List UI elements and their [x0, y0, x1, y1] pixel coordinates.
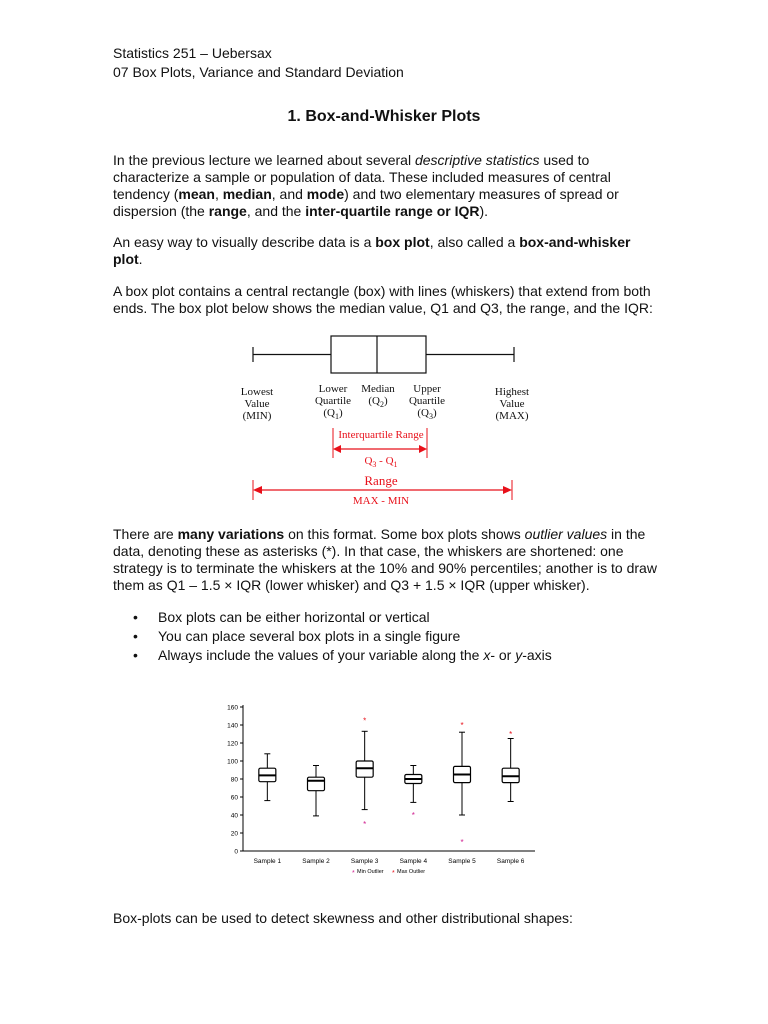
- range-formula: MAX - MIN: [352, 495, 410, 507]
- section-title: 1. Box-and-Whisker Plots: [287, 108, 481, 125]
- y-tick-label: 160: [227, 704, 238, 712]
- intro-paragraph: In the previous lecture we learned about several descriptive statistics used to characterize a sample or population of data. These included measures of central tendency (mean, median, and mode) and two elementary measures of spread or dispersion (the range, and the inter-quartile range or IQR).: [113, 152, 619, 219]
- y-tick-label: 100: [227, 758, 238, 766]
- legend-max-marker: *: [392, 870, 395, 877]
- lowest-label-1: Lowest: [240, 386, 274, 398]
- max-outlier: *: [363, 716, 367, 726]
- y-tick-label: 20: [230, 830, 238, 838]
- x-tick-label: Sample 5: [448, 858, 476, 865]
- list-item: • Box plots can be either horizontal or vertical: [133, 609, 430, 625]
- legend-min-label: Min Outlier: [357, 869, 384, 875]
- x-tick-label: Sample 4: [399, 858, 428, 865]
- list-item: • Always include the values of your variable along the x- or y-axis: [133, 647, 552, 663]
- y-tick-label: 80: [230, 776, 238, 784]
- max-outlier: *: [460, 721, 464, 730]
- tips-list: [133, 608, 653, 665]
- min-outlier: *: [363, 820, 367, 829]
- median-label-2: $(Q_2)$: [368, 395, 388, 409]
- course-header: Statistics 251 – Uebersax: [113, 45, 272, 61]
- lowest-label-3: (MIN): [242, 410, 272, 422]
- legend-max-label: Max Outlier: [397, 869, 426, 875]
- lower-quartile-label-2: Quartile: [314, 395, 352, 407]
- range-label: Range: [364, 473, 398, 488]
- iqr-arrow-left: [333, 445, 341, 453]
- range-arrow-right: [503, 486, 512, 494]
- y-tick-label: 120: [227, 740, 238, 748]
- lecture-header: 07 Box Plots, Variance and Standard Deviation: [113, 64, 404, 80]
- highest-label-2: Value: [499, 398, 525, 410]
- iqr-box: [331, 336, 426, 373]
- iqr-formula: $Q_3 - Q_1$: [364, 455, 398, 469]
- bullet-icon: •: [133, 647, 138, 663]
- range-arrow-left: [253, 486, 262, 494]
- max-outlier: *: [509, 730, 513, 739]
- legend-min-marker: *: [352, 870, 355, 877]
- lower-quartile-label-1: Lower: [318, 383, 348, 395]
- x-tick-label: Sample 6: [496, 858, 525, 865]
- upper-quartile-label-3: $(Q_3)$: [417, 407, 437, 421]
- skewness-paragraph: Box-plots can be used to detect skewness and other distributional shapes:: [113, 910, 573, 926]
- bullet-icon: •: [133, 628, 138, 644]
- x-tick-label: Sample 1: [253, 858, 282, 865]
- box-plot-paragraph: An easy way to visually describe data is a box plot, also called a box-and-whisker plot.: [113, 234, 631, 267]
- x-tick-label: Sample 2: [302, 858, 330, 865]
- box-description-paragraph: A box plot contains a central rectangle (box) with lines (whiskers) that extend from both ends. The box plot below shows the median value, Q1 and Q3, the range, and the IQR:: [113, 283, 653, 316]
- median-label-1: Median: [361, 383, 395, 395]
- highest-label-3: (MAX): [495, 410, 529, 422]
- upper-quartile-label-1: Upper: [413, 383, 441, 395]
- upper-quartile-label-2: Quartile: [408, 395, 446, 407]
- min-outlier: *: [460, 838, 464, 847]
- highest-label-1: Highest: [494, 386, 530, 398]
- y-tick-label: 140: [227, 722, 238, 730]
- bullet-icon: •: [133, 609, 138, 625]
- x-tick-label: Sample 3: [350, 858, 379, 865]
- y-tick-label: 60: [230, 794, 238, 802]
- y-tick-label: 40: [230, 812, 238, 820]
- lower-quartile-label-3: $(Q_1)$: [323, 407, 343, 421]
- iqr-label: Interquartile Range: [338, 429, 424, 441]
- box-plot-chart: [210, 697, 550, 882]
- box-plot-diagram: [230, 330, 540, 510]
- list-item: • You can place several box plots in a single figure: [133, 628, 461, 644]
- iqr-arrow-right: [419, 445, 427, 453]
- min-outlier: *: [411, 811, 415, 820]
- lowest-label-2: Value: [244, 398, 270, 410]
- box: [308, 777, 325, 791]
- variations-paragraph: There are many variations on this format. Some box plots shows outlier values in the data, denoting these as asterisks (*). In that case, the whiskers are shortened: one strategy is to terminate the whiskers at the 10% and 90% percentiles; another is to draw them as Q1 – 1.5 × IQR (lower whisker) and Q3 + 1.5 × IQR (upper whisker).: [113, 526, 657, 593]
- y-tick-label: 0: [234, 848, 238, 856]
